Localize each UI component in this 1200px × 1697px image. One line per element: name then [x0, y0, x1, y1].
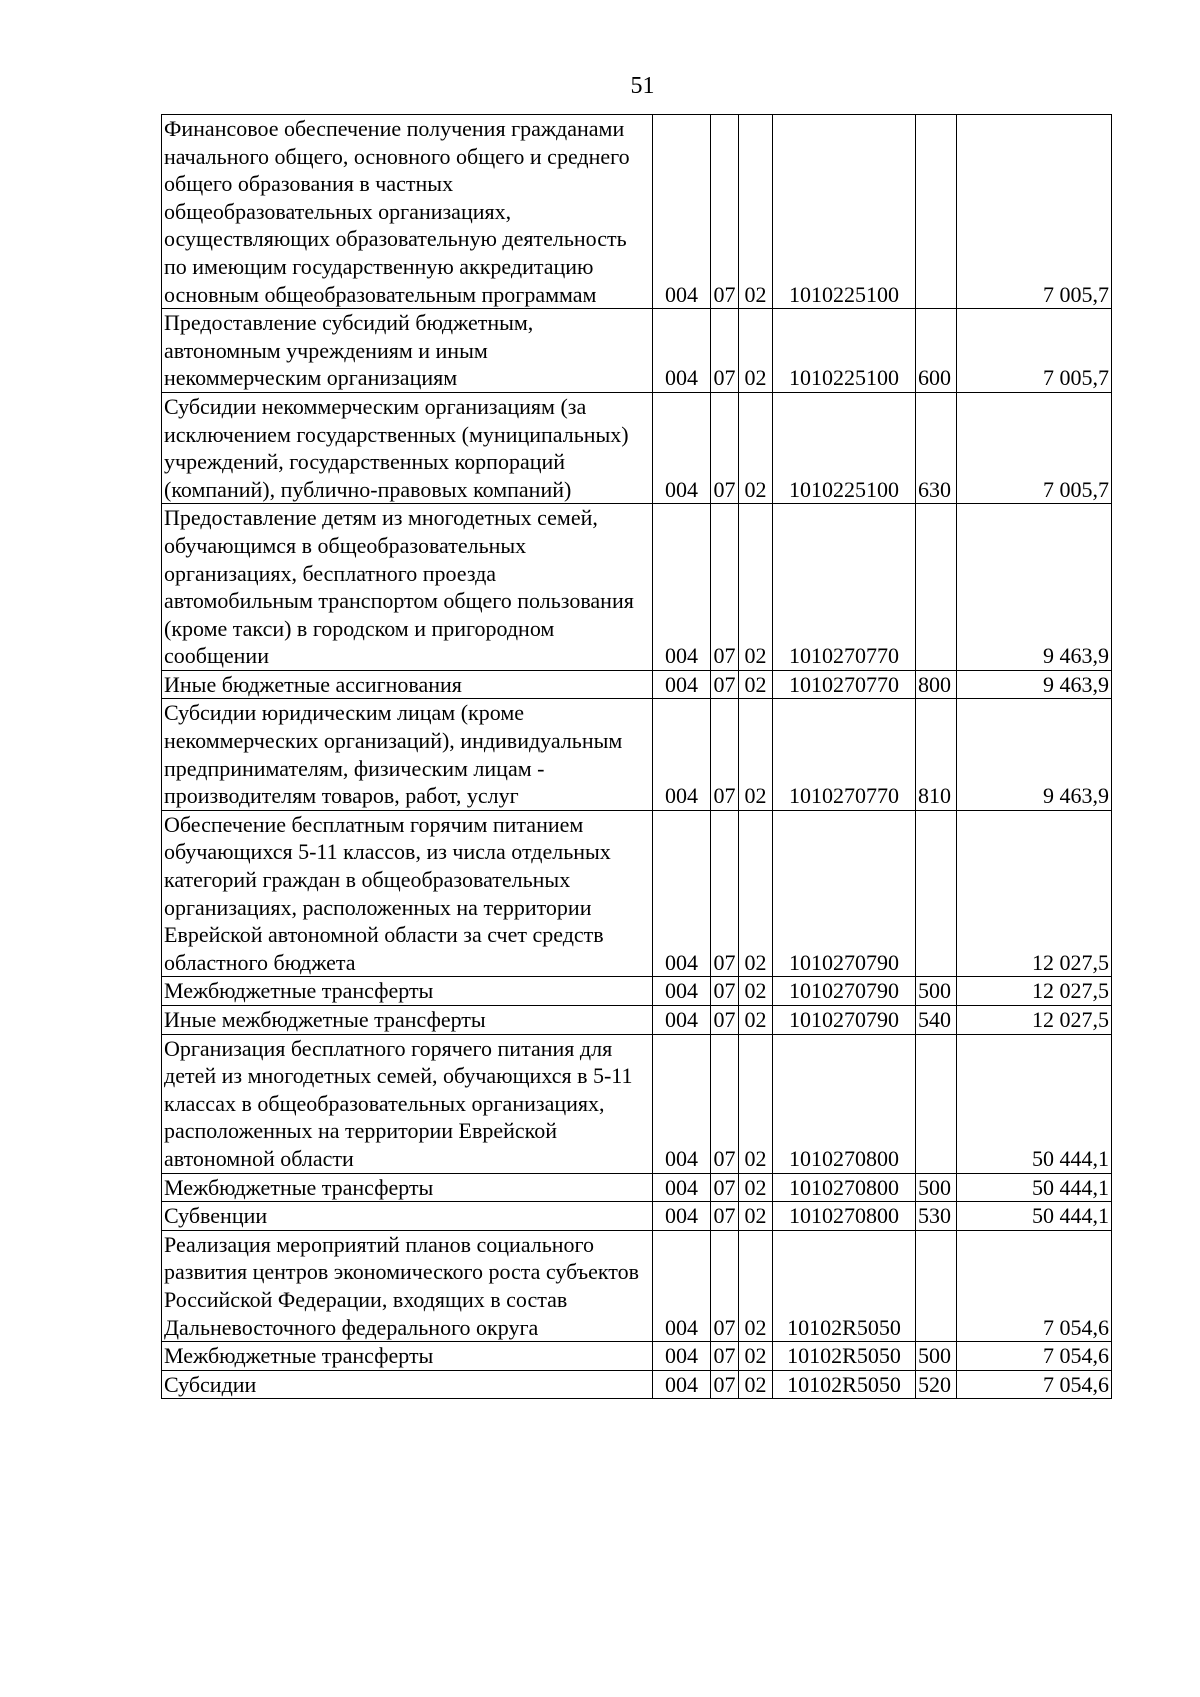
row-subsection: 02 — [739, 810, 773, 977]
row-name: Субсидии — [162, 1370, 653, 1399]
row-expense-type: 520 — [916, 1370, 957, 1399]
table-row — [162, 1370, 1112, 1399]
row-name: Субсидии юридическим лицам (кроме некоммерческих организаций), индивидуальным предпринимателям, физическим лицам - производителям товаров, работ, услуг — [162, 699, 653, 810]
row-amount: 12 027,5 — [957, 1006, 1112, 1035]
row-section: 07 — [711, 699, 739, 810]
row-subsection: 02 — [739, 1202, 773, 1231]
row-target: 1010225100 — [773, 115, 916, 309]
table-row — [162, 670, 1112, 699]
row-subsection: 02 — [739, 1173, 773, 1202]
row-subsection: 02 — [739, 1342, 773, 1371]
row-amount: 7 054,6 — [957, 1370, 1112, 1399]
row-subsection: 02 — [739, 392, 773, 503]
row-name: Организация бесплатного горячего питания для детей из многодетных семей, обучающихся в 5-11 классах в общеобразовательных организациях, расположенных на территории Еврейской автономной области — [162, 1034, 653, 1173]
row-name: Межбюджетные трансферты — [162, 1342, 653, 1371]
row-amount: 7 054,6 — [957, 1230, 1112, 1341]
row-subsection: 02 — [739, 670, 773, 699]
row-expense-type — [916, 504, 957, 671]
row-name: Финансовое обеспечение получения гражданами начального общего, основного общего и среднего общего образования в частных общеобразовательных организациях, осуществляющих образовательную деятельность по имеющим государственную аккредитацию основным общеобразовательным программам — [162, 115, 653, 309]
row-section: 07 — [711, 670, 739, 699]
row-expense-type: 500 — [916, 1173, 957, 1202]
row-section: 07 — [711, 115, 739, 309]
row-name: Межбюджетные трансферты — [162, 977, 653, 1006]
row-section: 07 — [711, 504, 739, 671]
row-subsection: 02 — [739, 1034, 773, 1173]
row-subsection: 02 — [739, 1230, 773, 1341]
table-row — [162, 1202, 1112, 1231]
row-section: 07 — [711, 392, 739, 503]
row-name: Межбюджетные трансферты — [162, 1173, 653, 1202]
row-code: 004 — [653, 309, 711, 393]
row-code: 004 — [653, 977, 711, 1006]
row-expense-type — [916, 115, 957, 309]
row-amount: 50 444,1 — [957, 1202, 1112, 1231]
row-code: 004 — [653, 699, 711, 810]
row-name: Обеспечение бесплатным горячим питанием обучающихся 5-11 классов, из числа отдельных категорий граждан в общеобразовательных организациях, расположенных на территории Еврейской автономной области за счет средств областного бюджета — [162, 810, 653, 977]
row-section: 07 — [711, 1173, 739, 1202]
budget-table — [161, 114, 1112, 1399]
row-section: 07 — [711, 1034, 739, 1173]
row-target: 1010270790 — [773, 810, 916, 977]
row-code: 004 — [653, 504, 711, 671]
row-section: 07 — [711, 1342, 739, 1371]
table-row — [162, 810, 1112, 977]
table-body — [162, 115, 1112, 1399]
row-code: 004 — [653, 1370, 711, 1399]
row-code: 004 — [653, 1342, 711, 1371]
row-target: 1010225100 — [773, 309, 916, 393]
row-name: Субвенции — [162, 1202, 653, 1231]
row-target: 1010270790 — [773, 1006, 916, 1035]
row-amount: 9 463,9 — [957, 504, 1112, 671]
row-target: 1010270790 — [773, 977, 916, 1006]
row-expense-type: 530 — [916, 1202, 957, 1231]
row-amount: 9 463,9 — [957, 670, 1112, 699]
row-amount: 50 444,1 — [957, 1034, 1112, 1173]
row-expense-type — [916, 810, 957, 977]
row-target: 1010270800 — [773, 1034, 916, 1173]
row-subsection: 02 — [739, 504, 773, 671]
row-code: 004 — [653, 392, 711, 503]
row-code: 004 — [653, 1173, 711, 1202]
row-subsection: 02 — [739, 977, 773, 1006]
row-name: Субсидии некоммерческим организациям (за исключением государственных (муниципальных) учреждений, государственных корпораций (компаний), публично-правовых компаний) — [162, 392, 653, 503]
row-code: 004 — [653, 810, 711, 977]
table-row — [162, 392, 1112, 503]
row-name: Иные межбюджетные трансферты — [162, 1006, 653, 1035]
row-expense-type: 630 — [916, 392, 957, 503]
row-code: 004 — [653, 1230, 711, 1341]
row-section: 07 — [711, 810, 739, 977]
row-code: 004 — [653, 115, 711, 309]
row-code: 004 — [653, 670, 711, 699]
row-amount: 12 027,5 — [957, 810, 1112, 977]
row-expense-type: 810 — [916, 699, 957, 810]
row-amount: 7 054,6 — [957, 1342, 1112, 1371]
row-subsection: 02 — [739, 1006, 773, 1035]
row-name: Иные бюджетные ассигнования — [162, 670, 653, 699]
row-expense-type — [916, 1230, 957, 1341]
row-expense-type: 500 — [916, 977, 957, 1006]
table-row — [162, 504, 1112, 671]
row-subsection: 02 — [739, 699, 773, 810]
row-subsection: 02 — [739, 309, 773, 393]
row-code: 004 — [653, 1006, 711, 1035]
row-expense-type: 540 — [916, 1006, 957, 1035]
row-target: 1010270770 — [773, 504, 916, 671]
row-target: 10102R5050 — [773, 1230, 916, 1341]
table-row — [162, 1230, 1112, 1341]
row-section: 07 — [711, 1202, 739, 1231]
row-target: 1010270800 — [773, 1173, 916, 1202]
table-row — [162, 1342, 1112, 1371]
row-expense-type: 800 — [916, 670, 957, 699]
row-section: 07 — [711, 1370, 739, 1399]
row-section: 07 — [711, 1006, 739, 1035]
row-section: 07 — [711, 309, 739, 393]
row-expense-type: 500 — [916, 1342, 957, 1371]
row-name: Реализация мероприятий планов социального развития центров экономического роста субъектов Российской Федерации, входящих в состав Дальневосточного федерального округа — [162, 1230, 653, 1341]
row-amount: 7 005,7 — [957, 392, 1112, 503]
row-code: 004 — [653, 1034, 711, 1173]
row-target: 1010270770 — [773, 670, 916, 699]
table-row — [162, 309, 1112, 393]
row-amount: 9 463,9 — [957, 699, 1112, 810]
row-target: 10102R5050 — [773, 1342, 916, 1371]
row-name: Предоставление детям из многодетных семей, обучающимся в общеобразовательных организациях, бесплатного проезда автомобильным транспортом общего пользования (кроме такси) в городском и пригородном сообщении — [162, 504, 653, 671]
table-row — [162, 977, 1112, 1006]
row-amount: 50 444,1 — [957, 1173, 1112, 1202]
row-amount: 7 005,7 — [957, 309, 1112, 393]
row-code: 004 — [653, 1202, 711, 1231]
row-target: 1010270800 — [773, 1202, 916, 1231]
row-target: 10102R5050 — [773, 1370, 916, 1399]
row-amount: 12 027,5 — [957, 977, 1112, 1006]
row-target: 1010270770 — [773, 699, 916, 810]
table-row — [162, 115, 1112, 309]
row-name: Предоставление субсидий бюджетным, автономным учреждениям и иным некоммерческим организациям — [162, 309, 653, 393]
row-section: 07 — [711, 1230, 739, 1341]
table-row — [162, 1006, 1112, 1035]
row-target: 1010225100 — [773, 392, 916, 503]
row-expense-type: 600 — [916, 309, 957, 393]
row-subsection: 02 — [739, 1370, 773, 1399]
row-subsection: 02 — [739, 115, 773, 309]
table-row — [162, 699, 1112, 810]
table-row — [162, 1034, 1112, 1173]
row-section: 07 — [711, 977, 739, 1006]
row-expense-type — [916, 1034, 957, 1173]
table-row — [162, 1173, 1112, 1202]
page-number: 51 — [630, 73, 655, 99]
row-amount: 7 005,7 — [957, 115, 1112, 309]
